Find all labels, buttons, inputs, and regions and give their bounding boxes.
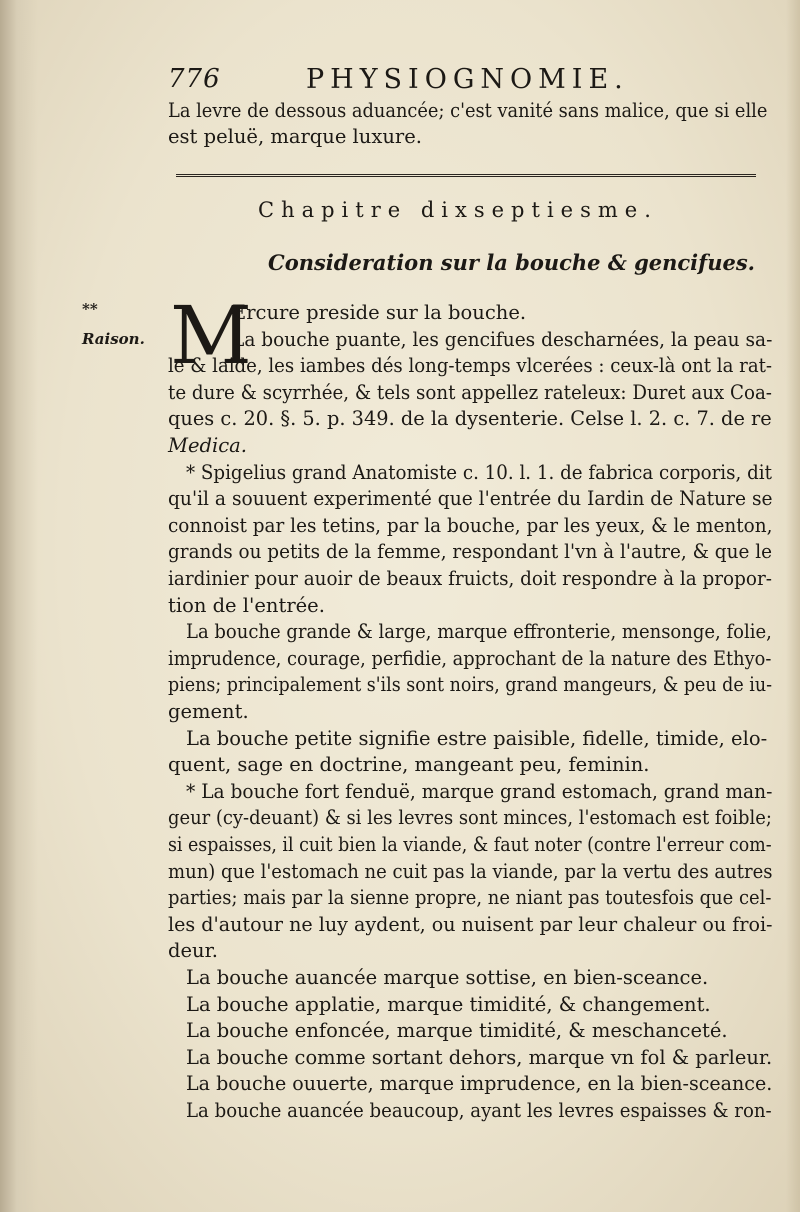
- body-line: si espaisses, il cuit bien la viande, & faut noter (contre l'erreur com-: [168, 833, 772, 856]
- page-gutter-shadow: [0, 0, 38, 1212]
- chapter-subtitle: Consideration sur la bouche & gencifues.: [268, 250, 755, 275]
- body-line: parties; mais par la sienne propre, ne niant pas toutesfois que cel-: [168, 886, 772, 910]
- body-line: mun) que l'estomach ne cuit pas la viande, par la vertu des autres: [168, 859, 773, 883]
- top-line: est peluë, marque luxure.: [168, 125, 422, 148]
- body-line: La bouche comme sortant dehors, marque vn fol & parleur.: [186, 1045, 773, 1069]
- page-edge-shadow: [786, 0, 800, 1212]
- section-rule: [176, 174, 756, 177]
- body-line: connoist par les tetins, par la bouche, par les yeux, & le menton,: [168, 513, 773, 537]
- body-line: La bouche applatie, marque timidité, & changement.: [186, 992, 711, 1016]
- body-line: te dure & scyrrhée, & tels sont appellez rateleux: Duret aux Coa-: [168, 380, 772, 404]
- body-line: grands ou petits de la femme, respondant l'vn à l'autre, & que le: [168, 540, 772, 564]
- body-line: deur.: [168, 939, 218, 963]
- body-line: imprudence, courage, perfidie, approchant de la nature des Ethyo-: [168, 646, 772, 670]
- body-line: La bouche auancée beaucoup, ayant les levres espaisses & ron-: [186, 1099, 772, 1122]
- body-line: le & laide, les iambes dés long-temps vlcerées : ceux-là ont la rat-: [168, 354, 773, 378]
- body-line: * La bouche fort fenduë, marque grand estomach, grand man-: [186, 779, 773, 803]
- body-line: La bouche grande & large, marque effronterie, mensonge, folie,: [186, 620, 772, 644]
- top-line: La levre de dessous aduancée; c'est vanité sans malice, que si elle: [168, 99, 768, 122]
- body-line: La bouche auancée marque sottise, en bien-sceance.: [186, 966, 709, 989]
- body-line: La bouche petite signifie estre paisible, fidelle, timide, elo-: [186, 726, 768, 750]
- body-line: ques c. 20. §. 5. p. 349. de la dysenterie. Celse l. 2. c. 7. de re: [168, 407, 772, 431]
- body-line: piens; principalement s'ils sont noirs, grand mangeurs, & peu de iu-: [168, 673, 773, 697]
- body-line: les d'autour ne luy aydent, ou nuisent par leur chaleur ou froi-: [168, 912, 773, 936]
- body-line: iardinier pour auoir de beaux fruicts, doit respondre à la propor-: [168, 567, 772, 590]
- body-line: La bouche puante, les gencifues descharnées, la peau sa-: [232, 327, 773, 351]
- body-line: geur (cy-deuant) & si les levres sont minces, l'estomach est foible;: [168, 806, 772, 830]
- body-line: Ercure preside sur la bouche.: [232, 301, 527, 324]
- body-line: La bouche enfoncée, marque timidité, & meschanceté.: [186, 1019, 728, 1043]
- body-line: qu'il a souuent experimenté que l'entrée du Iardin de Nature se: [168, 487, 773, 511]
- page-number: 776: [168, 64, 221, 94]
- body-line: tion de l'entrée.: [168, 593, 325, 617]
- running-title: PHYSIOGNOMIE.: [306, 64, 629, 95]
- body-line: * Spigelius grand Anatomiste c. 10. l. 1. de fabrica corporis, dit: [186, 460, 772, 484]
- body-line: Medica.: [168, 434, 247, 457]
- body-line: gement.: [168, 700, 249, 723]
- chapter-title: Chapitre dixseptiesme.: [258, 198, 658, 222]
- drop-cap: M: [170, 289, 252, 382]
- margin-note-raison: Raison.: [82, 330, 145, 348]
- margin-asterisks: **: [82, 300, 98, 318]
- body-line: La bouche ouuerte, marque imprudence, en la bien-sceance.: [186, 1072, 773, 1096]
- running-head: [168, 64, 768, 100]
- body-line: quent, sage en doctrine, mangeant peu, feminin.: [168, 753, 650, 777]
